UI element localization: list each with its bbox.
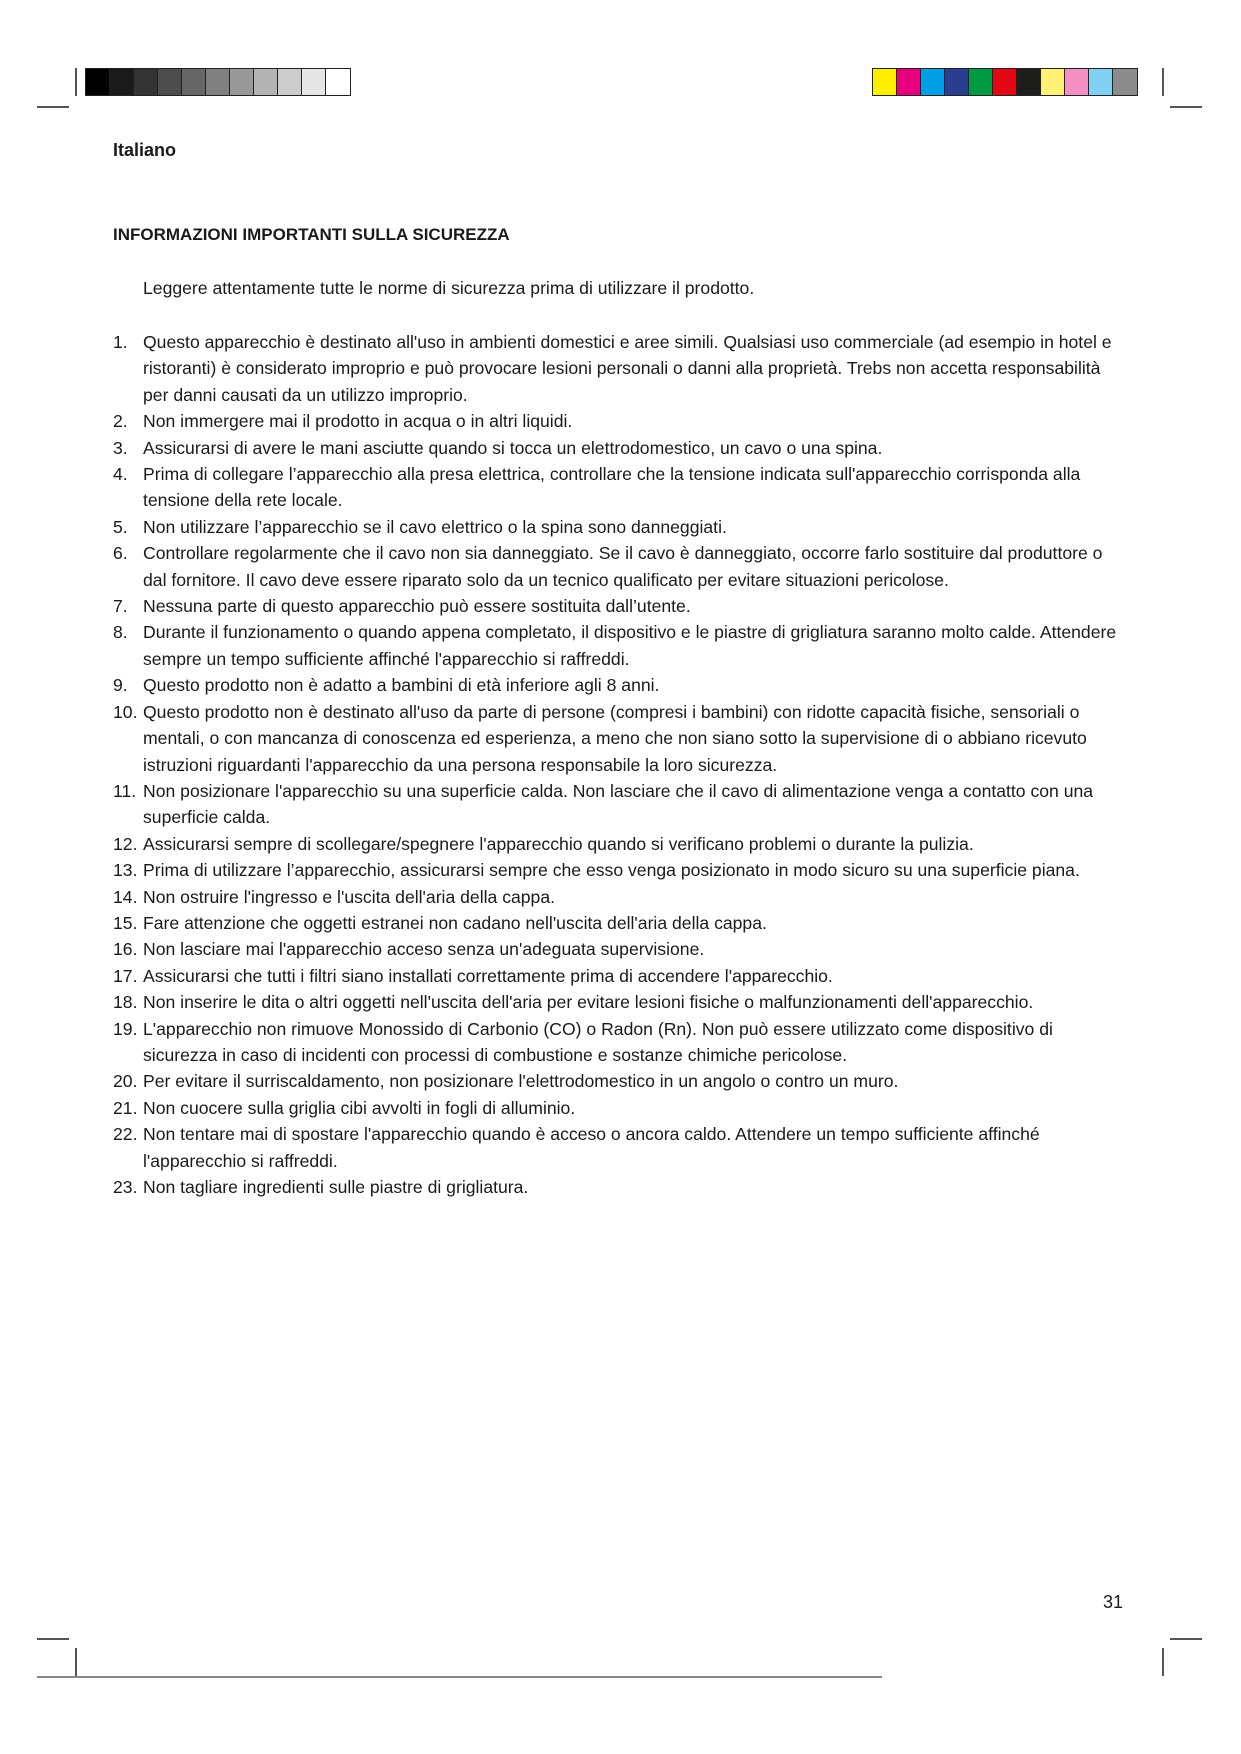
calibration-swatch	[873, 69, 897, 95]
crop-mark	[1162, 68, 1164, 96]
list-item-number: 15.	[113, 912, 138, 933]
list-item	[113, 857, 1123, 883]
list-item	[113, 989, 1123, 1015]
list-item-text: Non posizionare l'apparecchio su una superficie calda. Non lasciare che il cavo di alimentazione venga a contatto con una superficie calda.	[143, 780, 1094, 828]
intro-text: Leggere attentamente tutte le norme di sicurezza prima di utilizzare il prodotto.	[143, 278, 755, 298]
calibration-swatch	[945, 69, 969, 95]
list-item-number: 1.	[113, 332, 128, 352]
list-item-text: Non ostruire l'ingresso e l'uscita dell'aria della cappa.	[143, 886, 556, 907]
list-item-text: Questo prodotto non è destinato all'uso da parte di persone (compresi i bambini) con ridotte capacità fisiche, sensoriali o mentali, o con mancanza di conoscenza ed esperienza, a meno che non siano sotto la supervisione di o abbiano ricevuto istruzioni riguardanti l'apparecchio da una persona responsabile la loro sicurezza.	[143, 701, 1087, 775]
list-item-text: Assicurarsi sempre di scollegare/spegnere l'apparecchio quando si verificano problemi o durante la pulizia.	[143, 833, 974, 854]
list-item-number: 8.	[113, 622, 128, 643]
list-item-text: Questo prodotto non è adatto a bambini di età inferiore agli 8 anni.	[143, 675, 660, 696]
list-item-text: Assicurarsi di avere le mani asciutte quando si tocca un elettrodomestico, un cavo o una spina.	[143, 437, 883, 458]
calibration-swatch	[1113, 69, 1137, 95]
list-item	[113, 963, 1123, 989]
list-item-text: Non tentare mai di spostare l'apparecchio quando è acceso o ancora caldo. Attendere un tempo sufficiente affinché l'apparecchio si raffreddi.	[143, 1124, 1040, 1171]
calibration-swatch	[134, 69, 158, 95]
list-item	[113, 884, 1123, 910]
list-item-number: 21.	[113, 1097, 138, 1118]
list-item	[113, 1068, 1123, 1094]
calibration-swatch	[182, 69, 206, 95]
list-item-number: 4.	[113, 464, 128, 485]
calibration-swatch	[921, 69, 945, 95]
list-item	[113, 672, 1123, 698]
list-item-number: 16.	[113, 939, 138, 960]
calibration-swatch	[993, 69, 1017, 95]
list-item-text: Fare attenzione che oggetti estranei non cadano nell'uscita dell'aria della cappa.	[143, 912, 767, 933]
list-item-number: 12.	[113, 833, 138, 854]
calibration-swatch	[110, 69, 134, 95]
list-item	[113, 1095, 1123, 1121]
list-item-number: 19.	[113, 1018, 138, 1039]
list-item-number: 9.	[113, 675, 128, 696]
list-item	[113, 540, 1123, 593]
list-item-text: Questo apparecchio è destinato all'uso in ambienti domestici e aree simili. Qualsiasi uso commerciale (ad esempio in hotel e ristoranti) è considerato improprio e può provocare lesioni personali o danni alla proprietà. Trebs non accetta responsabilità per danni causati da un utilizzo improprio.	[143, 332, 1112, 405]
list-item-text: Non immergere mai il prodotto in acqua o in altri liquidi.	[143, 411, 573, 432]
list-item-number: 10.	[113, 701, 138, 722]
list-item-text: Non cuocere sulla griglia cibi avvolti in fogli di alluminio.	[143, 1097, 576, 1118]
list-item-number: 3.	[113, 437, 128, 458]
list-item-number: 2.	[113, 411, 128, 432]
list-item-text: Prima di collegare l’apparecchio alla presa elettrica, controllare che la tensione indicata sull'apparecchio corrisponda alla tensione della rete locale.	[143, 464, 1081, 511]
calibration-swatch	[254, 69, 278, 95]
list-item	[113, 408, 1123, 434]
list-item	[113, 435, 1123, 461]
crop-mark	[75, 1648, 77, 1676]
list-item-number: 18.	[113, 992, 138, 1013]
calibration-swatch	[897, 69, 921, 95]
calibration-swatch	[1041, 69, 1065, 95]
list-item-text: L'apparecchio non rimuove Monossido di Carbonio (CO) o Radon (Rn). Non può essere utilizzato come dispositivo di sicurezza in caso di incidenti con processi di combustione e sostanze chimiche pericolose.	[143, 1018, 1053, 1065]
page-number: 31	[1103, 1592, 1124, 1612]
calibration-swatch	[1089, 69, 1113, 95]
crop-mark	[1170, 1638, 1202, 1640]
list-item	[113, 910, 1123, 936]
list-item-text: Non lasciare mai l'apparecchio acceso senza un'adeguata supervisione.	[143, 939, 705, 960]
calibration-swatch	[302, 69, 326, 95]
list-item-text: Prima di utilizzare l’apparecchio, assicurarsi sempre che esso venga posizionato in modo sicuro su una superficie piana.	[143, 860, 1080, 881]
list-item-text: Per evitare il surriscaldamento, non posizionare l'elettrodomestico in un angolo o contro un muro.	[143, 1071, 899, 1092]
crop-mark	[1162, 1648, 1164, 1676]
list-item-text: Assicurarsi che tutti i filtri siano installati correttamente prima di accendere l'apparecchio.	[143, 965, 833, 986]
list-item-number: 14.	[113, 886, 138, 907]
list-item-number: 23.	[113, 1177, 138, 1197]
list-item	[113, 514, 1123, 540]
calibration-swatch	[206, 69, 230, 95]
crop-mark	[75, 68, 77, 96]
list-item-text: Non utilizzare l’apparecchio se il cavo elettrico o la spina sono danneggiati.	[143, 516, 727, 537]
list-item-text: Controllare regolarmente che il cavo non sia danneggiato. Se il cavo è danneggiato, occorre farlo sostituire dal produttore o dal fornitore. Il cavo deve essere riparato solo da un tecnico qualificato per evitare situazioni pericolose.	[143, 543, 1103, 590]
crop-mark	[1170, 106, 1202, 108]
list-item-number: 5.	[113, 516, 128, 537]
list-item	[113, 461, 1123, 514]
list-item-text: Non tagliare ingredienti sulle piastre di grigliatura.	[143, 1177, 529, 1197]
list-item-number: 20.	[113, 1071, 138, 1092]
list-item	[113, 593, 1123, 619]
color-calibration-bar	[872, 68, 1138, 96]
calibration-swatch	[86, 69, 110, 95]
safety-rules-list	[113, 329, 1123, 1200]
calibration-swatch	[1017, 69, 1041, 95]
trim-line	[37, 1676, 882, 1678]
list-item-number: 11.	[113, 780, 137, 801]
list-item-number: 22.	[113, 1124, 138, 1145]
list-item	[113, 1121, 1123, 1174]
list-item	[113, 329, 1123, 408]
list-item	[113, 699, 1123, 778]
list-item-number: 17.	[113, 965, 138, 986]
calibration-swatch	[278, 69, 302, 95]
calibration-swatch	[326, 69, 350, 95]
page-title: INFORMAZIONI IMPORTANTI SULLA SICUREZZA	[113, 225, 510, 244]
list-item-number: 7.	[113, 596, 128, 617]
list-item-number: 6.	[113, 543, 128, 564]
list-item	[113, 778, 1123, 831]
crop-mark	[37, 1638, 69, 1640]
calibration-swatch	[158, 69, 182, 95]
language-label: Italiano	[113, 140, 177, 160]
calibration-swatch	[969, 69, 993, 95]
list-item	[113, 831, 1123, 857]
list-item	[113, 1174, 1123, 1200]
list-item	[113, 936, 1123, 962]
list-item	[113, 1016, 1123, 1069]
list-item-text: Nessuna parte di questo apparecchio può essere sostituita dall’utente.	[143, 596, 691, 617]
grayscale-calibration-bar	[85, 68, 351, 96]
list-item-text: Durante il funzionamento o quando appena completato, il dispositivo e le piastre di grigliatura saranno molto calde. Attendere sempre un tempo sufficiente affinché l'apparecchio si raffreddi.	[143, 622, 1117, 669]
list-item-text: Non inserire le dita o altri oggetti nell'uscita dell'aria per evitare lesioni fisiche o malfunzionamenti dell'apparecchio.	[143, 992, 1034, 1013]
list-item-number: 13.	[113, 860, 138, 881]
crop-mark	[37, 106, 69, 108]
calibration-swatch	[230, 69, 254, 95]
list-item	[113, 619, 1123, 672]
calibration-swatch	[1065, 69, 1089, 95]
